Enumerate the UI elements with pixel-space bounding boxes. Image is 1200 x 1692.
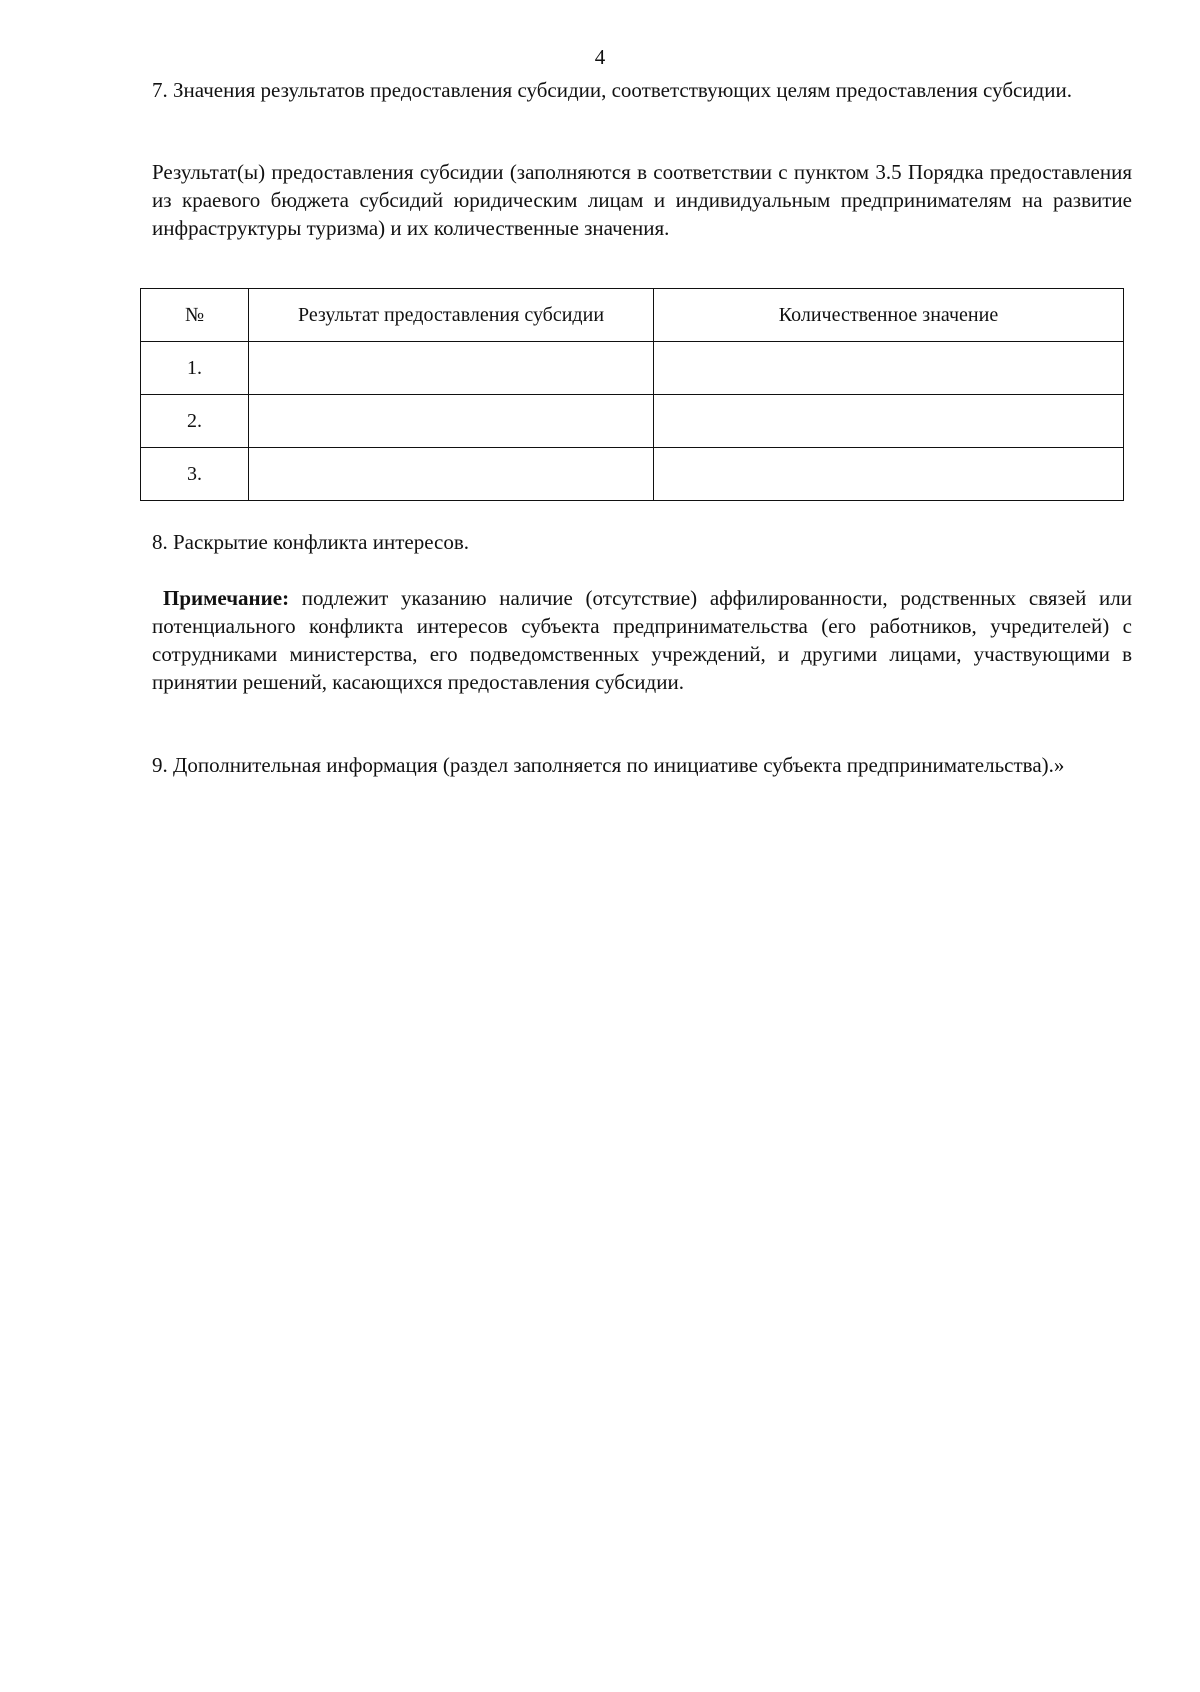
row-result-cell[interactable] xyxy=(249,342,654,395)
row-result-cell[interactable] xyxy=(249,395,654,448)
table-row xyxy=(141,395,1124,448)
note-paragraph xyxy=(152,584,1132,696)
note-text: подлежит указанию наличие (отсутствие) аффилированности, родственных связей или потенциального конфликта интересов субъекта предпринимательства (его работников, учредителей) с сотрудниками министерства, его подведомственных учреждений, и другими лицами, участвующими в принятии решений, касающихся предоставления субсидии. xyxy=(152,586,1132,694)
row-number: 1. xyxy=(141,342,249,395)
section-8-heading: 8. Раскрытие конфликта интересов. xyxy=(152,530,470,554)
table-row xyxy=(141,342,1124,395)
results-table xyxy=(140,288,1124,501)
row-value-cell[interactable] xyxy=(654,342,1124,395)
row-number: 2. xyxy=(141,395,249,448)
header-result: Результат предоставления субсидии xyxy=(249,289,654,342)
note-label: Примечание: xyxy=(163,586,290,610)
header-value: Количественное значение xyxy=(654,289,1124,342)
table-row xyxy=(141,448,1124,501)
results-paragraph: Результат(ы) предоставления субсидии (заполняются в соответствии с пунктом 3.5 Порядка предоставления из краевого бюджета субсидий юридическим лицам и индивидуальным предпринимателям на развитие инфраструктуры туризма) и их количественные значения. xyxy=(152,160,1132,240)
row-number: 3. xyxy=(141,448,249,501)
section-7-heading: 7. Значения результатов предоставления субсидии, соответствующих целям предоставления субсидии. xyxy=(152,78,1072,102)
page-number: 4 xyxy=(594,45,606,69)
row-result-cell[interactable] xyxy=(249,448,654,501)
header-number: № xyxy=(141,289,249,342)
row-value-cell[interactable] xyxy=(654,395,1124,448)
row-value-cell[interactable] xyxy=(654,448,1124,501)
table-header-row xyxy=(141,289,1124,342)
section-9-paragraph: 9. Дополнительная информация (раздел заполняется по инициативе субъекта предпринимательства).» xyxy=(152,753,1065,777)
